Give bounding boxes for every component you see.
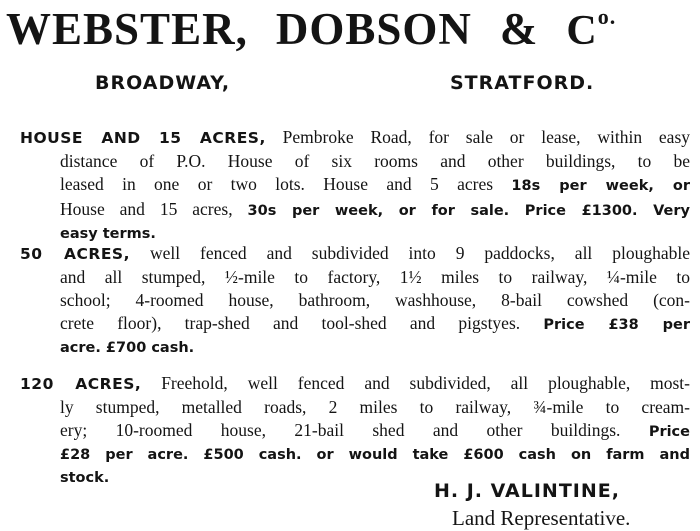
representative-title: Land Representative. (452, 506, 631, 530)
location-stratford: STRATFORD. (450, 72, 595, 94)
firm-name-co: $C^{o.}$ (566, 4, 617, 54)
listing-house-15-acres: HOUSE AND 15 ACRES, Pembroke Road, for sale or lease, within easy distance of P.O. House of six rooms and other buildings, to be leased in one or two lots. House and 5 acres 18s per week, or House and 15 acres, 30s per week, or for sale. Price £1300. Very easy terms. (20, 127, 691, 242)
listing-price-weekly: 18s per week, or (511, 178, 691, 194)
listing-heading: 120 ACRES, (20, 375, 142, 393)
listing-price: Price (648, 424, 690, 440)
firm-name-webster: WEBSTER, (6, 4, 248, 54)
listing-price: Price £38 per (543, 317, 690, 333)
listing-heading: 50 ACRES, (20, 245, 130, 263)
firm-name (6, 6, 696, 52)
firm-name-ampersand: & (499, 4, 539, 54)
location-broadway: BROADWAY, (95, 72, 231, 94)
firm-name-co-sup: o. (597, 4, 617, 29)
listing-120-acres: 120 ACRES, Freehold, well fenced and subdivided, all ploughable, most- ly stumped, metalled roads, 2 miles to railway, ¾-mile to cream- ery; 10-roomed house, 21-bail shed and other buildings. Price £28 per acre. £500 cash. or would take £600 cash on farm and stock. (20, 373, 691, 486)
representative-name: H. J. VALINTINE, (434, 480, 620, 502)
firm-name-dobson: DOBSON (275, 4, 472, 54)
listing-50-acres: 50 ACRES, well fenced and subdivided into 9 paddocks, all ploughable and all stumped, ½-mile to factory, 1½ miles to railway, ¼-mile to school; 4-roomed house, bathroom, washhouse, 8-bail cowshed (con- crete floor), trap-shed and tool-shed and pigstyes. Price £38 per acre. £700 cash. (20, 243, 690, 356)
listing-price: 30s per week, or for sale. Price £1300. Very (247, 203, 690, 219)
listing-heading: HOUSE AND 15 ACRES, (20, 129, 266, 147)
